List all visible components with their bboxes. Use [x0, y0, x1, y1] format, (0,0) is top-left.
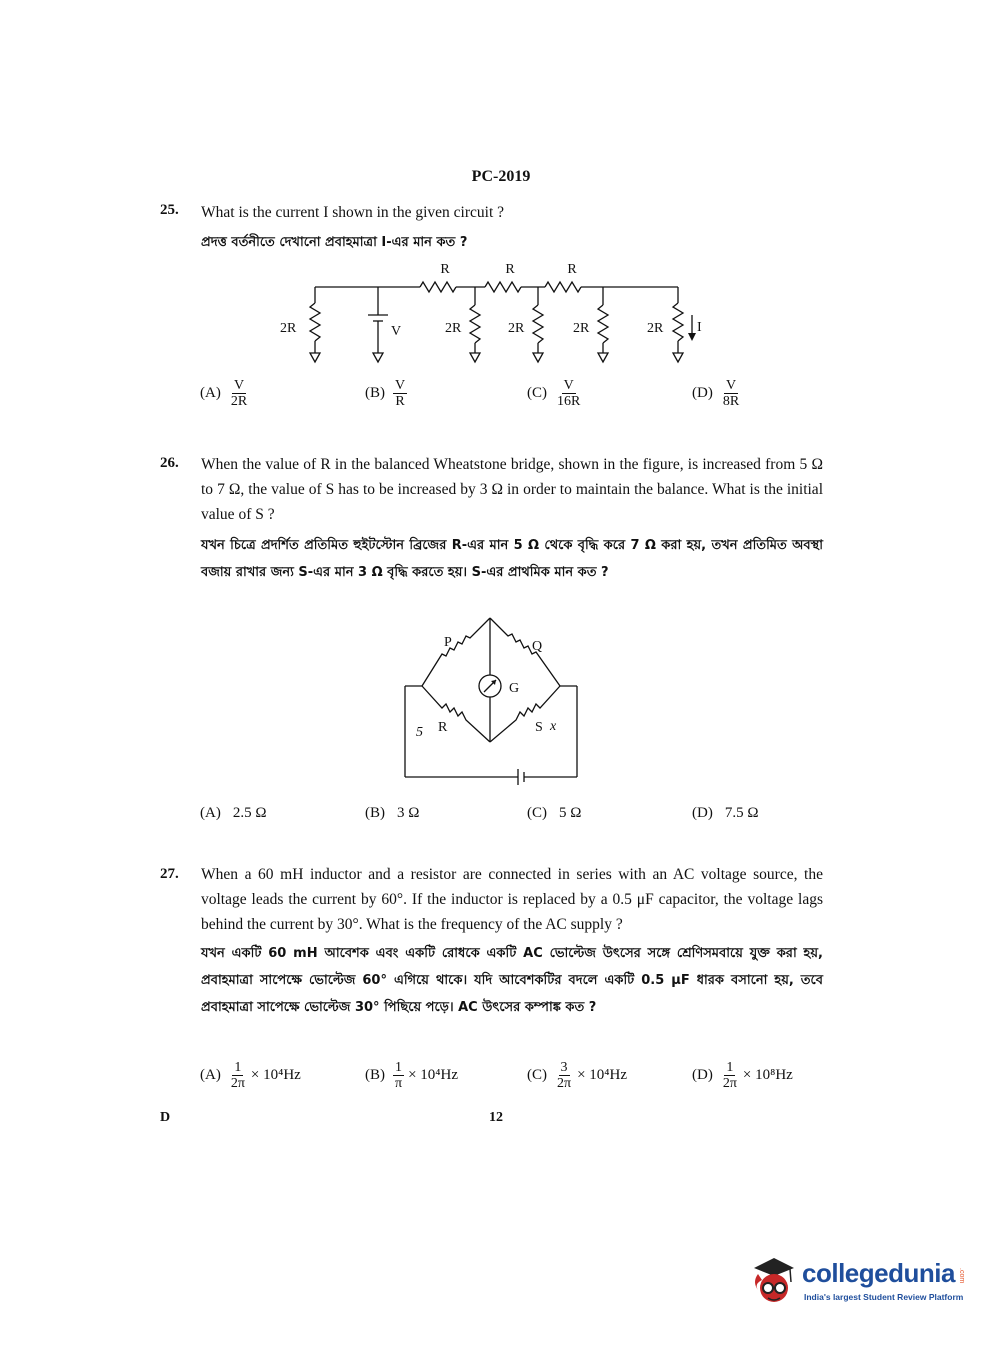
brand-name: collegedunia — [802, 1258, 955, 1288]
question-27-option-d[interactable] — [692, 1060, 793, 1091]
label-r-2: R — [505, 262, 515, 277]
question-27-option-b[interactable] — [365, 1060, 458, 1091]
option-label: (C) — [527, 385, 547, 401]
label-2r-5: 2R — [647, 321, 664, 336]
option-denominator: 2π — [722, 1076, 737, 1091]
question-26-wheatstone-bridge — [400, 612, 590, 790]
option-label: (D) — [692, 385, 713, 401]
question-26-option-d[interactable] — [692, 805, 758, 822]
option-label: (C) — [527, 1067, 547, 1083]
booklet-code: D — [160, 1110, 171, 1125]
option-label: (D) — [692, 805, 713, 821]
option-value: 5 Ω — [559, 805, 582, 821]
handwritten-x: x — [550, 719, 557, 734]
option-label: (D) — [692, 1067, 713, 1083]
question-25-text-bn: প্রদত্ত বর্তনীতে দেখানো প্রবাহমাত্রা I-এর মান কত ? — [201, 235, 468, 250]
option-label: (A) — [200, 385, 221, 401]
option-label: (C) — [527, 805, 547, 821]
option-label: (B) — [365, 1067, 385, 1083]
option-denominator: 2R — [230, 394, 248, 409]
option-numerator: V — [233, 378, 245, 393]
question-25-circuit-diagram — [270, 255, 710, 375]
option-denominator: 8R — [722, 394, 740, 409]
option-denominator: 2π — [557, 1076, 572, 1091]
label-current-i: I — [697, 320, 702, 335]
option-multiplier: × 10⁴Hz — [408, 1067, 459, 1083]
question-27-text-en: When a 60 mH inductor and a resistor are connected in series with an AC voltage source, the voltage leads the current by 60°. If the inductor is replaced by a 0.5 μF capacitor, the voltage lags behind the current by 30°. What is the frequency of the AC supply ? — [201, 866, 823, 933]
question-27-option-a[interactable] — [200, 1060, 301, 1091]
option-multiplier: × 10⁴Hz — [577, 1067, 628, 1083]
question-27-number: 27. — [160, 866, 179, 882]
label-2r-1: 2R — [280, 321, 297, 336]
question-25-number: 25. — [160, 202, 179, 218]
question-26-number: 26. — [160, 455, 179, 471]
question-26-text-bn: যখন চিত্রে প্রদর্শিত প্রতিমিত হুইটস্টোন ব্রিজের R-এর মান 5 Ω থেকে বৃদ্ধি করে 7 Ω করা হয়, তখন প্রতিমিত অবস্থা বজায় রাখার জন্য S-এর মান 3 Ω বৃদ্ধি করতে হয়। S-এর প্রাথমিক মান কত ? — [201, 538, 823, 580]
label-r-3: R — [567, 262, 577, 277]
option-denominator: 16R — [557, 394, 581, 409]
label-2r-2: 2R — [445, 321, 462, 336]
label-q: Q — [532, 639, 543, 654]
option-label: (B) — [365, 385, 385, 401]
question-26-option-a[interactable] — [200, 805, 266, 822]
question-25-option-c[interactable] — [527, 378, 582, 409]
option-label: (A) — [200, 805, 221, 821]
option-denominator: π — [395, 1076, 403, 1091]
option-numerator: V — [725, 378, 737, 393]
option-denominator: 2π — [230, 1076, 245, 1091]
label-v: V — [391, 324, 402, 339]
option-numerator: V — [395, 378, 406, 393]
question-27-option-c[interactable] — [527, 1060, 627, 1091]
page-number: 12 — [489, 1110, 503, 1125]
option-numerator: 1 — [395, 1060, 403, 1075]
option-numerator: V — [563, 378, 574, 393]
label-g: G — [509, 681, 520, 696]
question-27-text-bn: যখন একটি 60 mH আবেশক এবং একটি রোধকে একটি AC ভোল্টেজ উৎসের সঙ্গে শ্রেণিসমবায়ে যুক্ত করা হয়, প্রবাহমাত্রা সাপেক্ষে ভোল্টেজ 60° এগিয়ে থাকে। যদি আবেশকটির বদলে একটি 0.5 μF ধারক বসানো হয়, তবে প্রবাহমাত্রা সাপেক্ষে ভোল্টেজ 30° পিছিয়ে পড়ে। AC উৎসের কম্পাঙ্ক কত ? — [201, 946, 823, 1015]
label-r: R — [438, 720, 448, 735]
option-multiplier: × 10⁴Hz — [250, 1067, 301, 1083]
option-multiplier: × 10⁸Hz — [742, 1067, 793, 1083]
brand-tagline: India's largest Student Review Platform — [804, 1292, 964, 1302]
question-25-option-d[interactable] — [692, 378, 741, 409]
question-26-text-en: When the value of R in the balanced Wheatstone bridge, shown in the figure, is increased from 5 Ω to 7 Ω, the value of S has to be increased by 3 Ω in order to maintain the balance. What is the initial value of S ? — [201, 456, 823, 523]
option-numerator: 1 — [234, 1060, 242, 1075]
brand-dotcom: .com — [958, 1268, 965, 1284]
question-26-option-b[interactable] — [365, 805, 419, 822]
option-value: 2.5 Ω — [232, 805, 267, 821]
option-label: (A) — [200, 1067, 221, 1083]
option-label: (B) — [365, 805, 385, 821]
mascot-icon — [744, 1250, 804, 1310]
question-25-option-a[interactable] — [200, 378, 249, 409]
option-value: 7.5 Ω — [724, 805, 759, 821]
label-2r-3: 2R — [508, 321, 525, 336]
label-p: P — [444, 635, 452, 650]
option-denominator: R — [395, 394, 405, 409]
label-r-1: R — [440, 262, 450, 277]
collegedunia-logo — [744, 1250, 974, 1310]
option-numerator: 1 — [726, 1060, 734, 1075]
option-value: 3 Ω — [397, 805, 420, 821]
page-header-title: PC-2019 — [471, 168, 531, 185]
question-25-option-b[interactable] — [365, 378, 407, 409]
label-s: S — [535, 720, 543, 735]
question-25-text-en: What is the current I shown in the given circuit ? — [201, 204, 505, 221]
label-2r-4: 2R — [573, 321, 590, 336]
handwritten-5: 5 — [416, 725, 423, 740]
option-numerator: 3 — [560, 1060, 568, 1075]
question-26-option-c[interactable] — [527, 805, 581, 822]
